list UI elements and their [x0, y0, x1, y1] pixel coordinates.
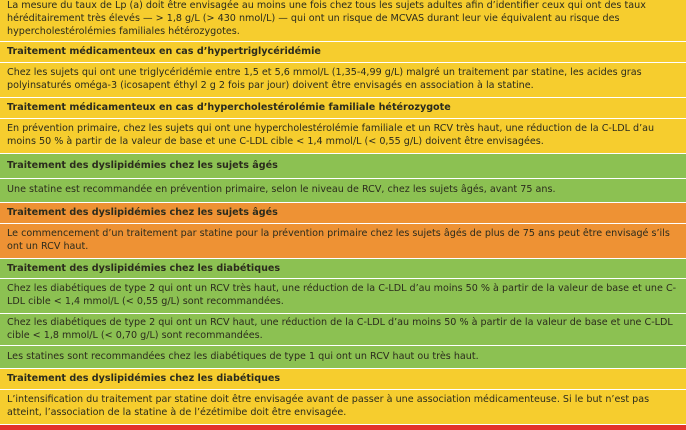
section-header-diabetics-green: [0, 259, 686, 279]
row-text: Le commencement d’un traitement par statine pour la prévention primaire chez les sujets âgés de plus de 75 ans peut être envisagé s’ils ont un RCV haut.: [7, 228, 670, 252]
hypertriglyceridemia-row: [0, 63, 686, 98]
row-text: Une statine est recommandée en prévention primaire, selon le niveau de RCV, chez les sujets âgés, avant 75 ans.: [7, 184, 556, 195]
section-header-elderly-green: [0, 154, 686, 179]
elderly-over-75-row: [0, 224, 686, 259]
row-text: Chez les diabétiques de type 2 qui ont un RCV haut, une réduction de la C-LDL d’au moins 50 % à partir de la valeur de base et une C-LDL cible < 1,8 mmol/L (< 0,70 g/L) sont recommandées.: [7, 317, 673, 341]
row-text: Chez les sujets qui ont une triglycéridémie entre 1,5 et 5,6 mmol/L (1,35-4,99 g/L) malgré un traitement par statine, les acides gras polyinsaturés oméga-3 (icosapent éthyl 2 g 2 fois par jour) doivent être envisagés en association à la statine.: [7, 67, 642, 91]
row-text: En prévention primaire, chez les sujets qui ont une hypercholestérolémie familiale et un RCV très haut, une réduction de la C-LDL d’au moins 50 % à partir de la valeur de base et une C-LDL cible < 1,4 mmol/L (< 0,55 g/L) doivent être envisagées.: [7, 123, 655, 147]
row-text: L’intensification du traitement par statine doit être envisagée avant de passer à une association médicamenteuse. Si le but n’est pas atteint, l’association de la statine à de l’ézétimibe doit être envisagée.: [7, 394, 650, 418]
section-header-hypertriglyceridemia: [0, 42, 686, 63]
row-text: Chez les diabétiques de type 2 qui ont un RCV très haut, une réduction de la C-LDL d’au moins 50 % à partir de la valeur de base et une C-LDL cible < 1,4 mmol/L (< 0,55 g/L) sont recommandées.: [7, 283, 677, 307]
section-header-diabetics-yellow: [0, 369, 686, 390]
section-header-elderly-orange: [0, 203, 686, 224]
row-text: Les statines sont recommandées chez les diabétiques de type 1 qui ont un RCV haut ou très haut.: [7, 351, 479, 362]
row-text: Traitement des dyslipidémies chez les diabétiques: [7, 373, 281, 384]
row-text: Traitement médicamenteux en cas d’hypertriglycéridémie: [7, 46, 321, 57]
row-text: La mesure du taux de Lp (a) doit être envisagée au moins une fois chez tous les sujets adultes afin d’identifier ceux qui ont des taux héréditairement très élevés — > 1,8 g/L (> 430 nmol/L) — qui ont un risque de MCVAS durant leur vie équivalent au risque des hypercholestérolémies familiales hétérozygotes.: [7, 0, 646, 37]
diabetics-type2-high-row: [0, 314, 686, 346]
lpa-measurement-row: [0, 0, 686, 42]
statin-intensification-row: [0, 390, 686, 425]
row-text: Traitement des dyslipidémies chez les sujets âgés: [7, 160, 278, 171]
row-text: Traitement médicamenteux en cas d’hypercholestérolémie familiale hétérozygote: [7, 102, 451, 113]
diabetics-type1-row: [0, 346, 686, 369]
next-section-red-strip: [0, 425, 686, 430]
diabetics-type2-very-high-row: [0, 279, 686, 314]
section-header-familial-hypercholesterolemia: [0, 98, 686, 119]
row-text: Traitement des dyslipidémies chez les sujets âgés: [7, 207, 278, 218]
familial-hypercholesterolemia-row: [0, 119, 686, 154]
row-text: Traitement des dyslipidémies chez les diabétiques: [7, 263, 281, 274]
elderly-statin-row: [0, 179, 686, 203]
